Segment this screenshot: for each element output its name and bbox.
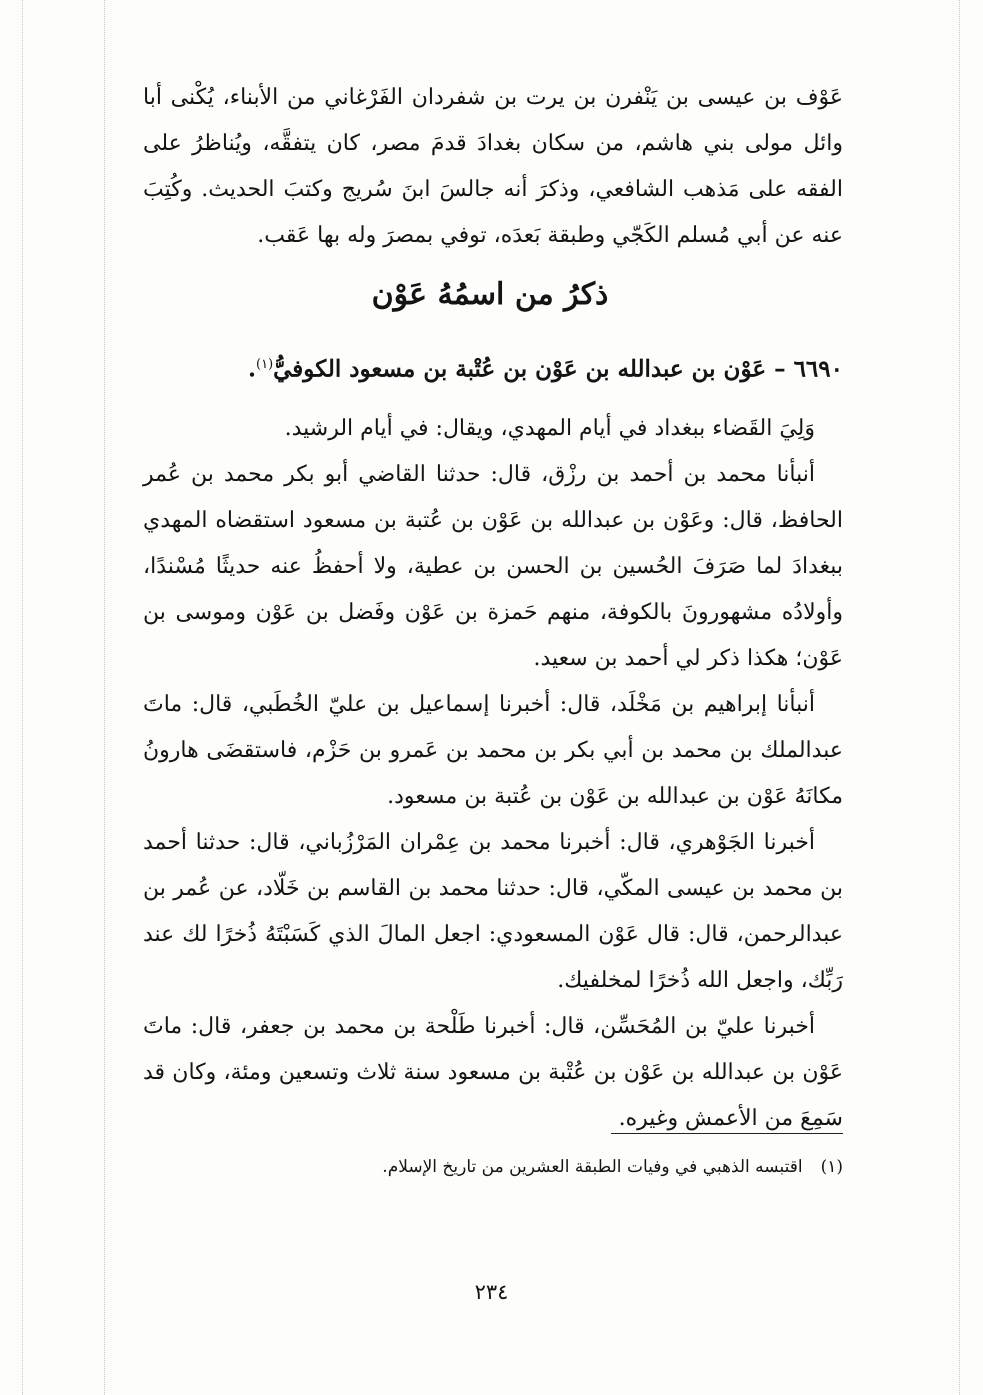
footnote	[143, 1150, 843, 1184]
footnote-number: (١)	[820, 1157, 843, 1177]
paragraph-5: أخبرنا عليّ بن المُحَسِّن، قال: أخبرنا طَلْحة بن محمد بن جعفر، قال: ماتَ عَوْن بن عبدالله بن عَوْن بن عُتْبة بن مسعود سنة ثلاث وتسعين ومئة، وكان قد سَمِعَ من الأعمش وغيره.	[143, 1014, 843, 1131]
paragraph-4: أخبرنا الجَوْهري، قال: أخبرنا محمد بن عِمْران المَرْزُباني، قال: حدثنا أحمد بن محمد بن عيسى المكّي، قال: حدثنا محمد بن القاسم بن خَلّاد، عن عُمر بن عبدالرحمن، قال: قال عَوْن المسعودي: اجعل المالَ الذي كَسَبْتَهُ ذُخرًا لك عند رَبِّك، واجعل الله ذُخرًا لمخلفيك.	[143, 830, 843, 993]
footnote-divider	[611, 1133, 843, 1134]
scan-artifact-line	[104, 0, 105, 1395]
continuation-paragraph: عَوْف بن عيسى بن يَنْفرن بن يرت بن شفردان الفَرْغاني من الأبناء، يُكْنى أبا وائل مولى بني هاشم، من سكان بغدادَ قدمَ مصر، كان يتفقَّه، ويُناظرُ على الفقه على مَذهب الشافعي، وذكرَ أنه جالسَ ابنَ سُريج وكتبَ الحديث. وكُتِبَ عنه عن أبي مُسلم الكَجّي وطبقة بَعدَه، توفي بمصرَ وله بها عَقب.	[143, 85, 843, 248]
main-text	[143, 406, 843, 1142]
footnote-reference: (١)	[256, 357, 274, 372]
entry-title	[143, 345, 843, 390]
continuation-block	[143, 75, 843, 259]
section-heading: ذكرُ من اسمُهُ عَوْن	[371, 277, 609, 312]
footnote-text: اقتبسه الذهبي في وفيات الطبقة العشرين من تاريخ الإسلام.	[382, 1157, 803, 1177]
paragraph-3: أنبأنا إبراهيم بن مَخْلَد، قال: أخبرنا إسماعيل بن عليّ الخُطَبي، قال: ماتَ عبدالملك بن محمد بن أبي بكر بن محمد بن عَمرو بن حَزْم، فاستقضَى هارونُ مكانَهُ عَوْن بن عبدالله بن عَوْن بن عُتبة بن مسعود.	[143, 692, 843, 809]
paragraph-1: وَلِيَ القَضاء ببغداد في أيام المهدي، ويقال: في أيام الرشيد.	[284, 416, 815, 441]
paragraph-2: أنبأنا محمد بن أحمد بن رزْق، قال: حدثنا القاضي أبو بكر محمد بن عُمر الحافظ، قال: وعَوْن بن عبدالله بن عَوْن بن عُتبة بن مسعود استقضاه المهدي ببغدادَ لما صَرَفَ الحُسين بن الحسن بن عطية، ولا أحفظُ عنه حديثًا مُسْندًا، وأولادُه مشهورونَ بالكوفة، منهم حَمزة بن عَوْن وفَضل بن عَوْن وموسى بن عَوْن؛ هكذا ذكر لي أحمد بن سعيد.	[143, 462, 843, 671]
scan-artifact-line	[22, 0, 23, 1395]
page-number: ٢٣٤	[474, 1280, 509, 1304]
entry-title-text: ٦٦٩٠ – عَوْن بن عبدالله بن عَوْن بن عُتْبة بن مسعود الكوفيُّ	[273, 355, 843, 383]
entry-title-end: .	[247, 355, 256, 383]
scan-artifact-line	[959, 0, 960, 1395]
